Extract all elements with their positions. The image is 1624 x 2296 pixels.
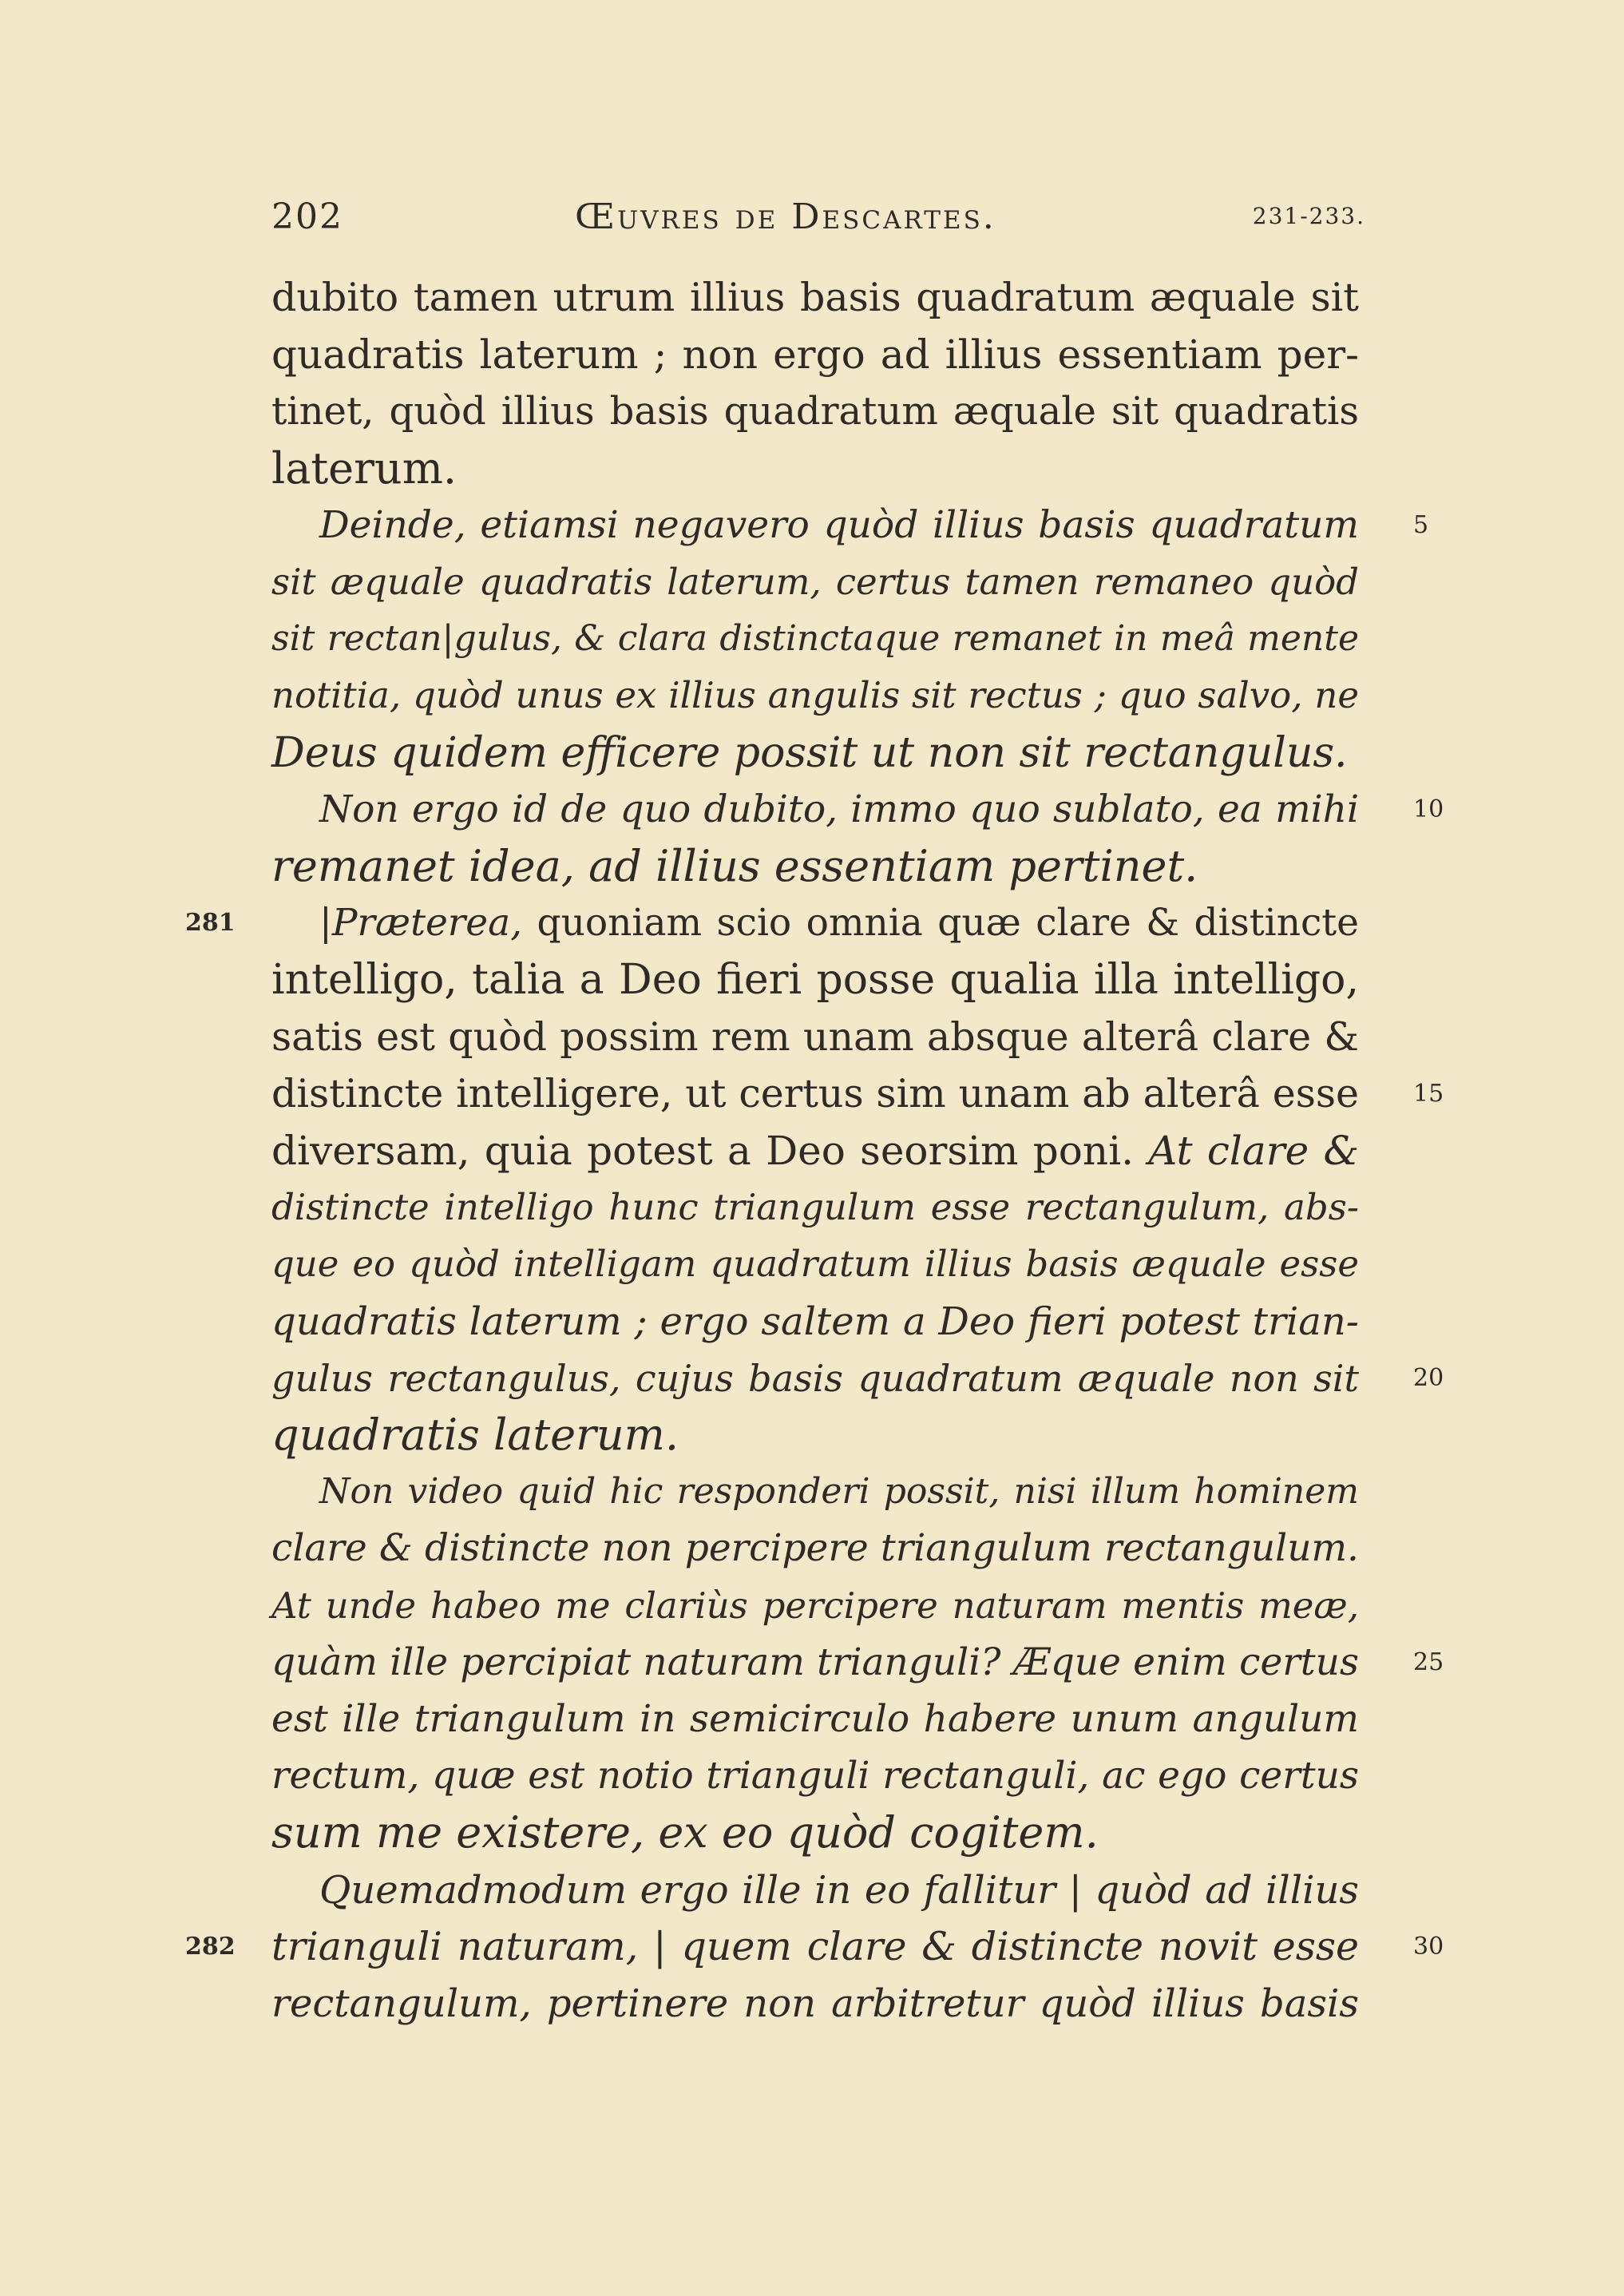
text-line xyxy=(319,782,1359,838)
text-segment: diversam, quia potest a Deo seorsim poni. xyxy=(271,1128,1149,1174)
text-segment: tinet, quòd illius basis quadratum æquale sit quadratis xyxy=(271,389,1359,434)
text-line xyxy=(271,270,1359,326)
text-line xyxy=(271,1691,1359,1747)
text-line xyxy=(271,1521,1359,1576)
text-line xyxy=(271,1578,1359,1634)
text-segment: remanet idea, ad illius essentiam pertinet. xyxy=(271,841,1198,891)
text-line xyxy=(271,554,1359,610)
text-segment: satis est quòd possim rem unam absque alterâ clare & xyxy=(271,1014,1359,1060)
text-line xyxy=(271,1748,1359,1804)
text-segment: notitia, quòd unus ex illius angulis sit rectus ; quo salvo, ne xyxy=(271,674,1359,716)
text-line xyxy=(319,895,1359,951)
text-segment: Non video quid hic responderi possit, nisi illum hominem xyxy=(319,1471,1359,1512)
text-line xyxy=(271,1407,1359,1463)
text-line xyxy=(271,611,1359,667)
text-segment: At clare & xyxy=(1148,1128,1359,1174)
text-line xyxy=(271,1180,1359,1235)
text-line xyxy=(271,839,1359,894)
line-number: 5 xyxy=(1413,511,1429,539)
text-line xyxy=(271,1635,1359,1691)
text-segment: sum me existere, ex eo quòd cogitem. xyxy=(271,1807,1099,1858)
text-line xyxy=(319,1862,1359,1918)
page-number: 202 xyxy=(271,196,343,237)
text-line xyxy=(271,441,1359,497)
running-title: Œuvres de Descartes. xyxy=(575,196,996,237)
text-line xyxy=(271,383,1359,439)
text-line xyxy=(271,1805,1359,1861)
text-segment: clare & distincte non percipere triangulum rectangulum. xyxy=(271,1526,1359,1570)
text-segment: sit æquale quadratis laterum, certus tamen remaneo quòd xyxy=(271,561,1359,603)
text-line xyxy=(271,1350,1359,1406)
text-line xyxy=(271,1123,1359,1179)
text-segment: gulus rectangulus, cujus basis quadratum æquale non sit xyxy=(271,1357,1359,1400)
text-line xyxy=(319,498,1359,553)
text-segment: quadratis laterum. xyxy=(271,1410,679,1460)
text-line xyxy=(271,725,1359,781)
original-page-range: 231-233. xyxy=(1252,203,1365,229)
text-line xyxy=(271,668,1359,724)
text-line xyxy=(271,1919,1359,1975)
text-line xyxy=(319,1464,1359,1520)
text-line xyxy=(271,1976,1359,2032)
text-line xyxy=(271,327,1359,383)
text-segment: Deinde, etiamsi negavero quòd illius basis quadratum xyxy=(319,503,1359,547)
text-segment: intelligo, talia a Deo fieri posse qualia illa intelligo, xyxy=(271,956,1359,1004)
text-segment: |Præterea, xyxy=(319,901,537,945)
text-segment: rectum, quæ est notio trianguli rectanguli, ac ego certus xyxy=(271,1754,1359,1798)
line-number: 10 xyxy=(1413,795,1444,823)
running-header xyxy=(271,196,1365,236)
text-segment: quadratis laterum ; non ergo ad illius essentiam per- xyxy=(271,331,1359,378)
line-number: 15 xyxy=(1413,1080,1444,1108)
line-number: 20 xyxy=(1413,1364,1444,1392)
text-segment: dubito tamen utrum illius basis quadratum æquale sit xyxy=(271,275,1359,320)
text-segment: quàm ille percipiat naturam trianguli? Æque enim certus xyxy=(271,1640,1359,1684)
text-segment: que eo quòd intelligam quadratum illius basis æquale esse xyxy=(271,1243,1359,1285)
text-segment: sit rectan|gulus, & clara distinctaque remanet in meâ mente xyxy=(271,618,1359,659)
text-segment: Quemadmodum ergo ille in eo fallitur | quòd ad illius xyxy=(319,1868,1359,1913)
text-segment: Non ergo id de quo dubito, immo quo sublato, ea mihi xyxy=(319,787,1359,831)
text-line xyxy=(271,1009,1359,1065)
text-line xyxy=(271,1236,1359,1292)
text-segment: trianguli naturam, | quem clare & distincte novit esse xyxy=(271,1924,1359,1969)
text-segment: laterum. xyxy=(271,443,457,494)
text-segment: At unde habeo me clariùs percipere naturam mentis meæ, xyxy=(271,1584,1359,1627)
text-segment: quoniam scio omnia quæ clare & distincte xyxy=(537,901,1359,945)
text-segment: est ille triangulum in semicirculo habere unum angulum xyxy=(271,1697,1359,1741)
line-number: 25 xyxy=(1413,1648,1444,1676)
margin-page-reference: 282 xyxy=(185,1933,236,1961)
text-segment: distincte intelligere, ut certus sim unam ab alterâ esse xyxy=(271,1071,1359,1116)
text-line xyxy=(271,1294,1359,1350)
margin-page-reference: 281 xyxy=(185,909,236,937)
text-segment: rectangulum, pertinere non arbitretur quòd illius basis xyxy=(271,1981,1359,2026)
text-segment: distincte intelligo hunc triangulum esse rectangulum, abs- xyxy=(271,1186,1359,1228)
text-line xyxy=(271,952,1359,1008)
text-segment: quadratis laterum ; ergo saltem a Deo fieri potest trian- xyxy=(271,1299,1359,1344)
line-number: 30 xyxy=(1413,1933,1444,1961)
text-line xyxy=(271,1066,1359,1122)
text-segment: Deus quidem efficere possit ut non sit rectangulus. xyxy=(271,729,1348,777)
